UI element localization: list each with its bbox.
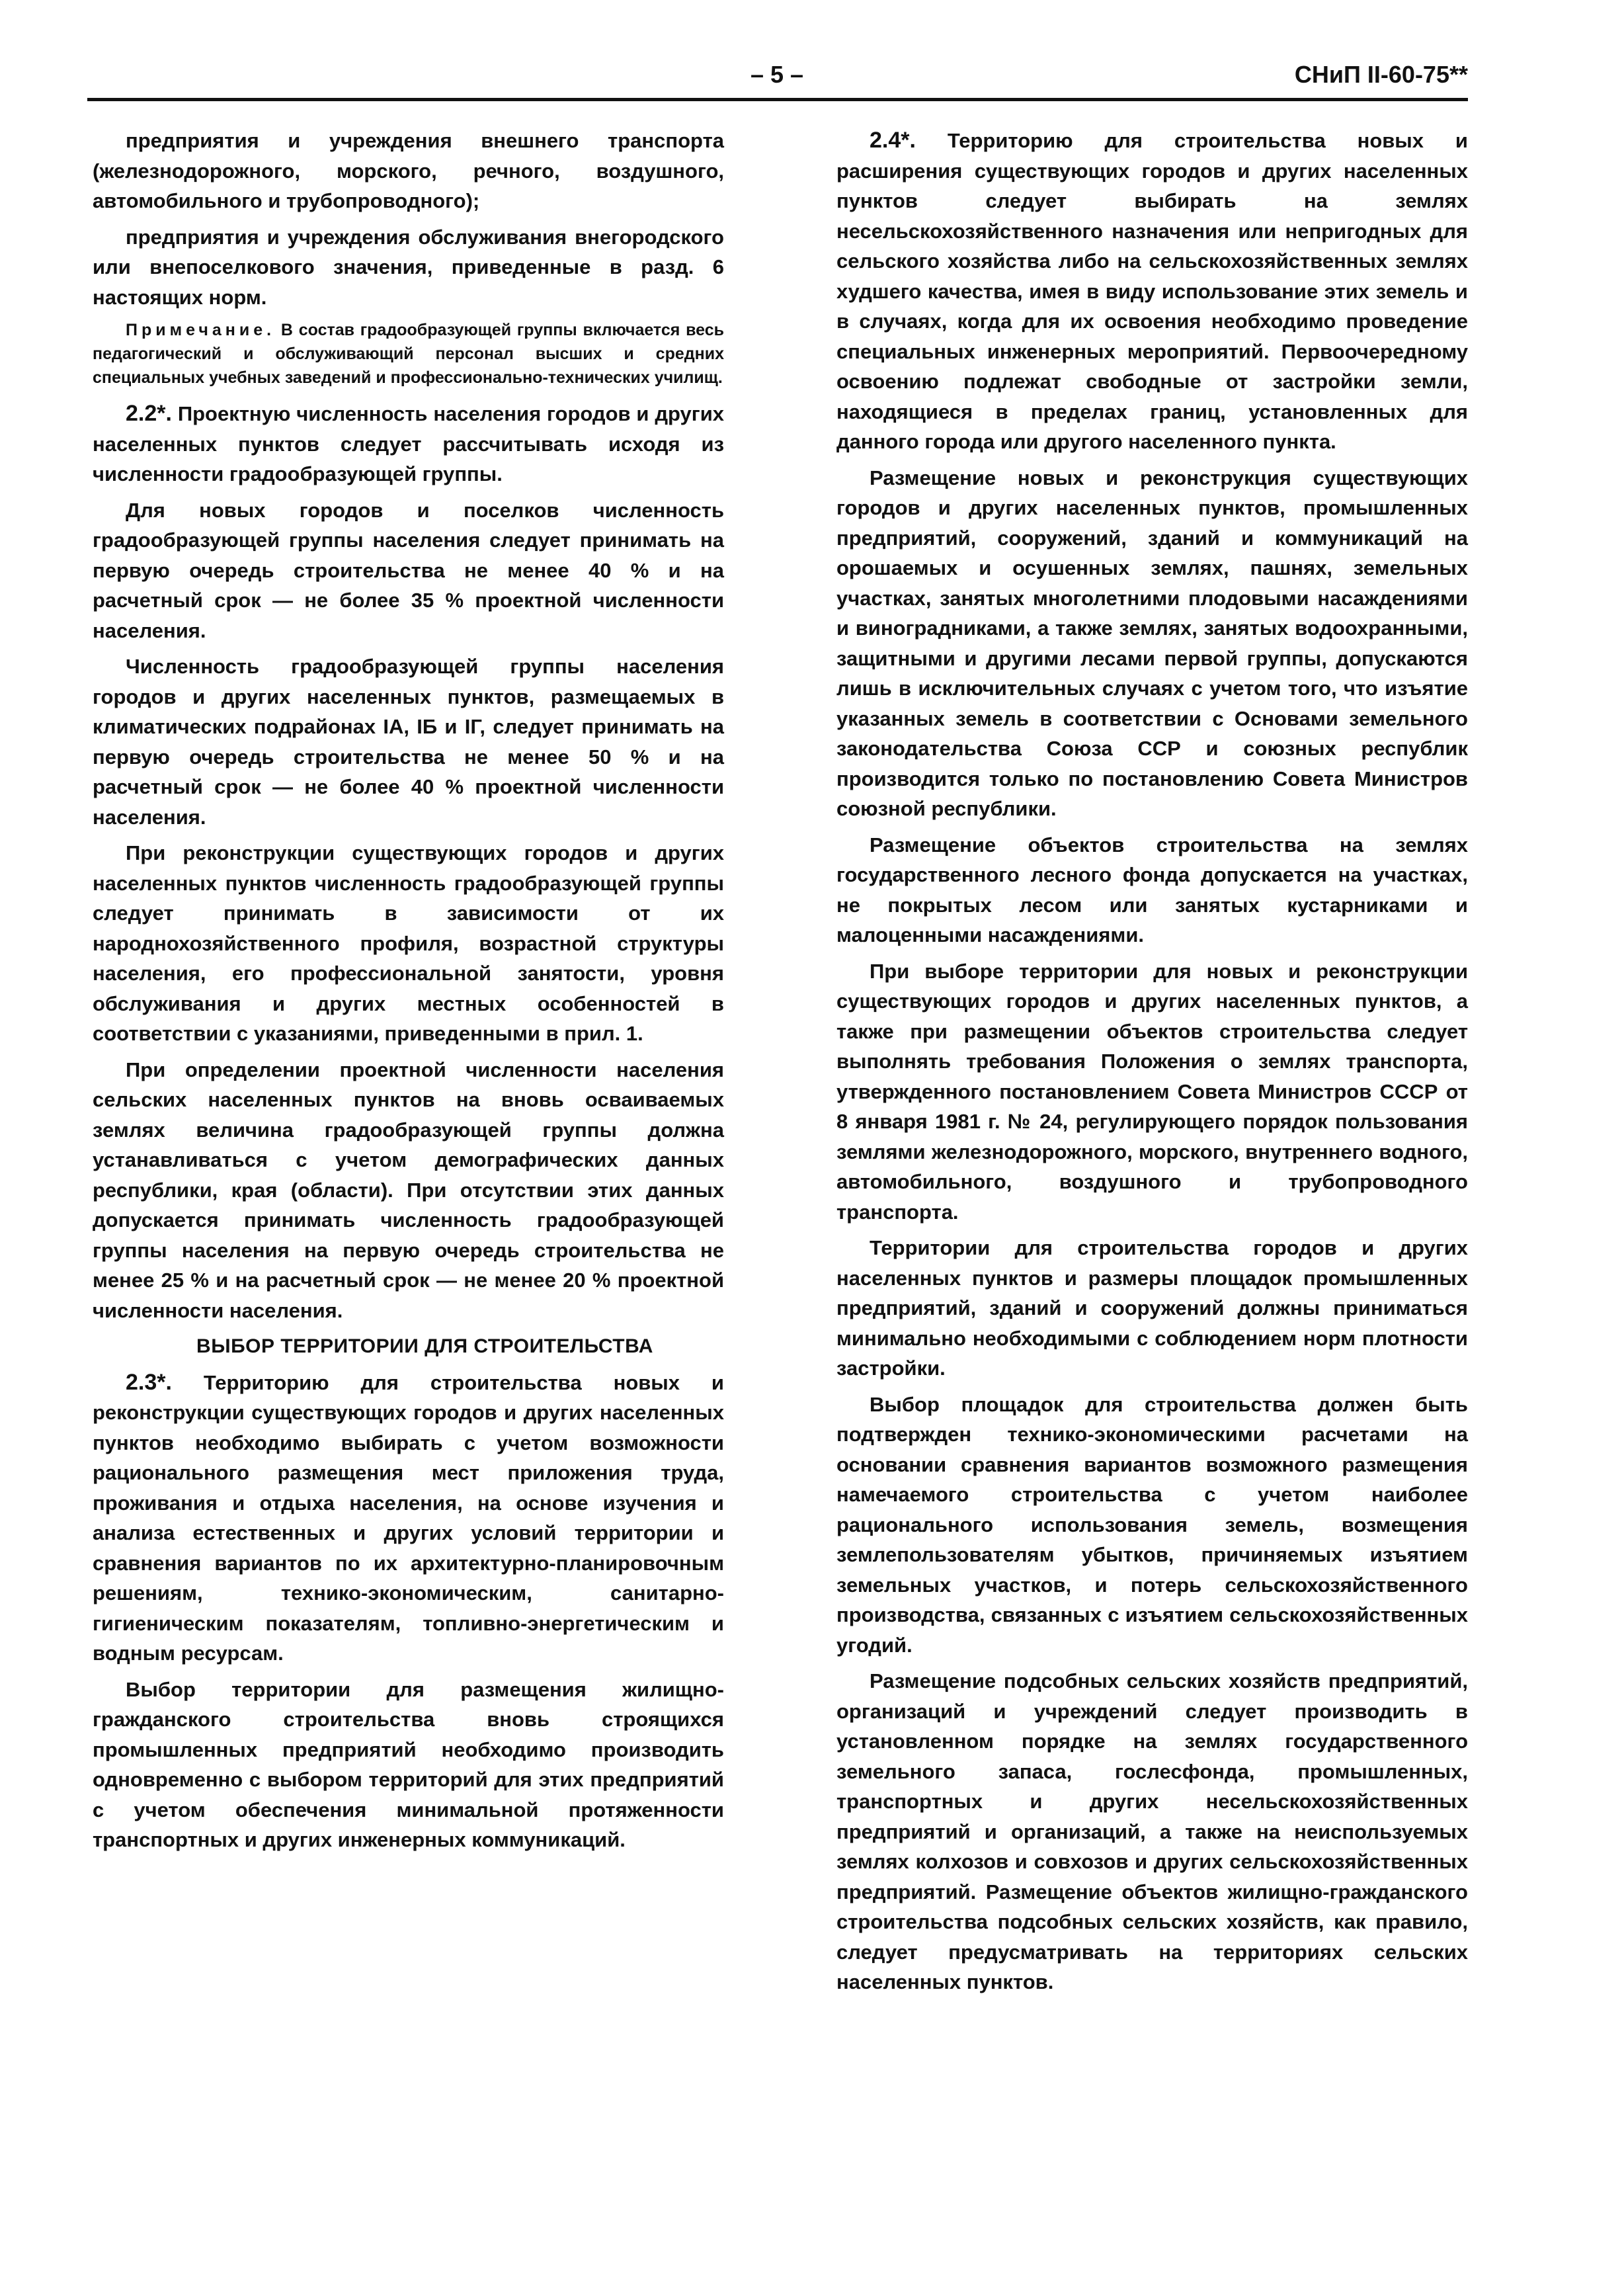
paragraph: Выбор территории для размещения жилищно-гражданского строительства вновь строящихся промышленных предприятий необходимо производить одновременно с выбором территорий для этих предприятий с учетом обеспечения минимальной протяженности транспортных и других инженерных коммуникаций. bbox=[93, 1677, 724, 1851]
clause-text: Территорию для строительства новых и реконструкции существующих городов и других населенных пунктов необходимо выбирать с учетом возможности рационального размещения мест приложения труда, проживания и отдыха населения, на основе изучения и анализа естественных и других условий территории и сравнения вариантов по их архитектурно-планировочным решениям, технико-экономическим, санитарно-гигиеническим показателям, топливно-энергетическим и водным ресурсам. bbox=[93, 1370, 724, 1665]
clause-text: Территорию для строительства новых и расширения существующих городов и других населенных пунктов следует выбирать на землях несельскохозяйственного назначения или непригодных для сельского хозяйства либо на сельскохозяйственных землях худшего качества, имея в виду использование этих земель и в случаях, когда для их освоения необходимо проведение специальных инженерных мероприятий. Первоочередному освоению подлежат свободные от застройки земли, находящиеся в пределах границ, установленных для данного города или другого населенного пункта. bbox=[836, 129, 1468, 453]
right-column bbox=[836, 126, 1468, 2003]
clause-number: 2.2*. bbox=[126, 401, 172, 426]
paragraph: Размещение подсобных сельских хозяйств предприятий, организаций и учреждений следует производить в установленном порядке на землях государственного земельного запаса, гослесфонда, промышленных, транспортных и других несельскохозяйственных предприятий и организаций, а также на неиспользуемых землях колхозов и совхозов и других сельскохозяйственных предприятий. Размещение объектов жилищно-гражданского строительства подсобных сельских хозяйств, как правило, следует предусматривать на территориях сельских населенных пунктов. bbox=[836, 1669, 1468, 1993]
clause-number: 2.4*. bbox=[870, 128, 916, 153]
clause-2-3 bbox=[93, 1368, 724, 1669]
note-label: Примечание. bbox=[126, 321, 276, 339]
paragraph: Выбор площадок для строительства должен быть подтвержден технико-экономическими расчетами на основании сравнения вариантов возможного размещения намечаемого строительства с учетом наиболее рационального использования земель, возмещения землепользователям убытков, причиняемых изъятием земельных участков, и потерь сельскохозяйственного производства, связанных с изъятием сельскохозяйственных угодий. bbox=[836, 1392, 1468, 1657]
paragraph: При определении проектной численности населения сельских населенных пунктов на вновь осваиваемых землях величина градообразующей группы должна устанавливаться с учетом демографических данных республики, края (области). При отсутствии этих данных допускается принимать численность градообразующей группы населения на первую очередь строительства не менее 25 % и на расчетный срок — не менее 20 % проектной численности населения. bbox=[93, 1058, 724, 1322]
note bbox=[93, 318, 724, 390]
paragraph: Территории для строительства городов и других населенных пунктов и размеры площадок промышленных предприятий, зданий и сооружений должны приниматься минимально необходимыми с соблюдением норм плотности застройки. bbox=[836, 1236, 1468, 1380]
paragraph: При выборе территории для новых и реконструкции существующих городов и других населенных пунктов, а также при размещении объектов строительства следует выполнять требования Положения о землях транспорта, утвержденного постановлением Совета Министров СССР от 8 января 1981 г. № 24, регулирующего порядок пользования землями железнодорожного, морского, внутреннего водного, автомобильного, воздушного и трубопроводного транспорта. bbox=[836, 959, 1468, 1224]
paragraph: Размещение новых и реконструкция существующих городов и других населенных пунктов, промышленных предприятий, сооружений, зданий и коммуникаций на орошаемых и осушенных землях, пашнях, земельных участках, занятых многолетними плодовыми насаждениями и виноградниками, а также землях, занятых водоохранными, защитными и другими лесами первой группы, допускаются лишь в исключительных случаях с учетом того, что изъятие указанных земель в соответствии с Основами земельного законодательства Союза ССР и союзных республик производится только по постановлению Совета Министров союзной республики. bbox=[836, 466, 1468, 820]
paragraph: Для новых городов и поселков численность градообразующей группы населения следует принимать на первую очередь строительства не менее 40 % и на расчетный срок — не более 35 % проектной численности населения. bbox=[93, 498, 724, 642]
header-rule bbox=[87, 98, 1468, 101]
document-code: СНиП II-60-75** bbox=[1294, 61, 1468, 88]
note-text: В состав градообразующей группы включается весь педагогический и обслуживающий персонал высших и средних специальных учебных заведений и профессионально-технических училищ. bbox=[93, 321, 724, 387]
page-header bbox=[86, 58, 1468, 98]
section-title: ВЫБОР ТЕРРИТОРИИ ДЛЯ СТРОИТЕЛЬСТВА bbox=[196, 1335, 653, 1357]
clause-text: Проектную численность населения городов и других населенных пунктов следует рассчитывать исходя из численности градообразующей группы. bbox=[93, 402, 724, 485]
paragraph: Размещение объектов строительства на землях государственного лесного фонда допускается на участках, не покрытых лесом или занятых кустарниками и малоценными насаждениями. bbox=[836, 833, 1468, 946]
clause-number: 2.3*. bbox=[126, 1369, 172, 1395]
clause-2-4 bbox=[836, 126, 1468, 457]
page-number: – 5 – bbox=[750, 61, 804, 88]
clause-2-2 bbox=[93, 399, 724, 489]
paragraph: предприятия и учреждения внешнего транспорта (железнодорожного, морского, речного, воздушного, автомобильного и трубопроводного); bbox=[93, 129, 724, 212]
paragraph: Численность градообразующей группы населения городов и других населенных пунктов, размещаемых в климатических подрайонах IA, IБ и IГ, следует принимать на первую очередь строительства не менее 50 % и на расчетный срок — не более 40 % проектной численности населения. bbox=[93, 655, 724, 829]
paragraph: При реконструкции существующих городов и других населенных пунктов численность градообразующей группы следует принимать в зависимости от их народнохозяйственного профиля, возрастной структуры населения, его профессиональной занятости, уровня обслуживания и других местных особенностей в соответствии с указаниями, приведенными в прил. 1. bbox=[93, 841, 724, 1045]
paragraph: предприятия и учреждения обслуживания внегородского или внепоселкового значения, приведенные в разд. 6 настоящих норм. bbox=[93, 225, 724, 309]
left-column bbox=[93, 126, 724, 1861]
